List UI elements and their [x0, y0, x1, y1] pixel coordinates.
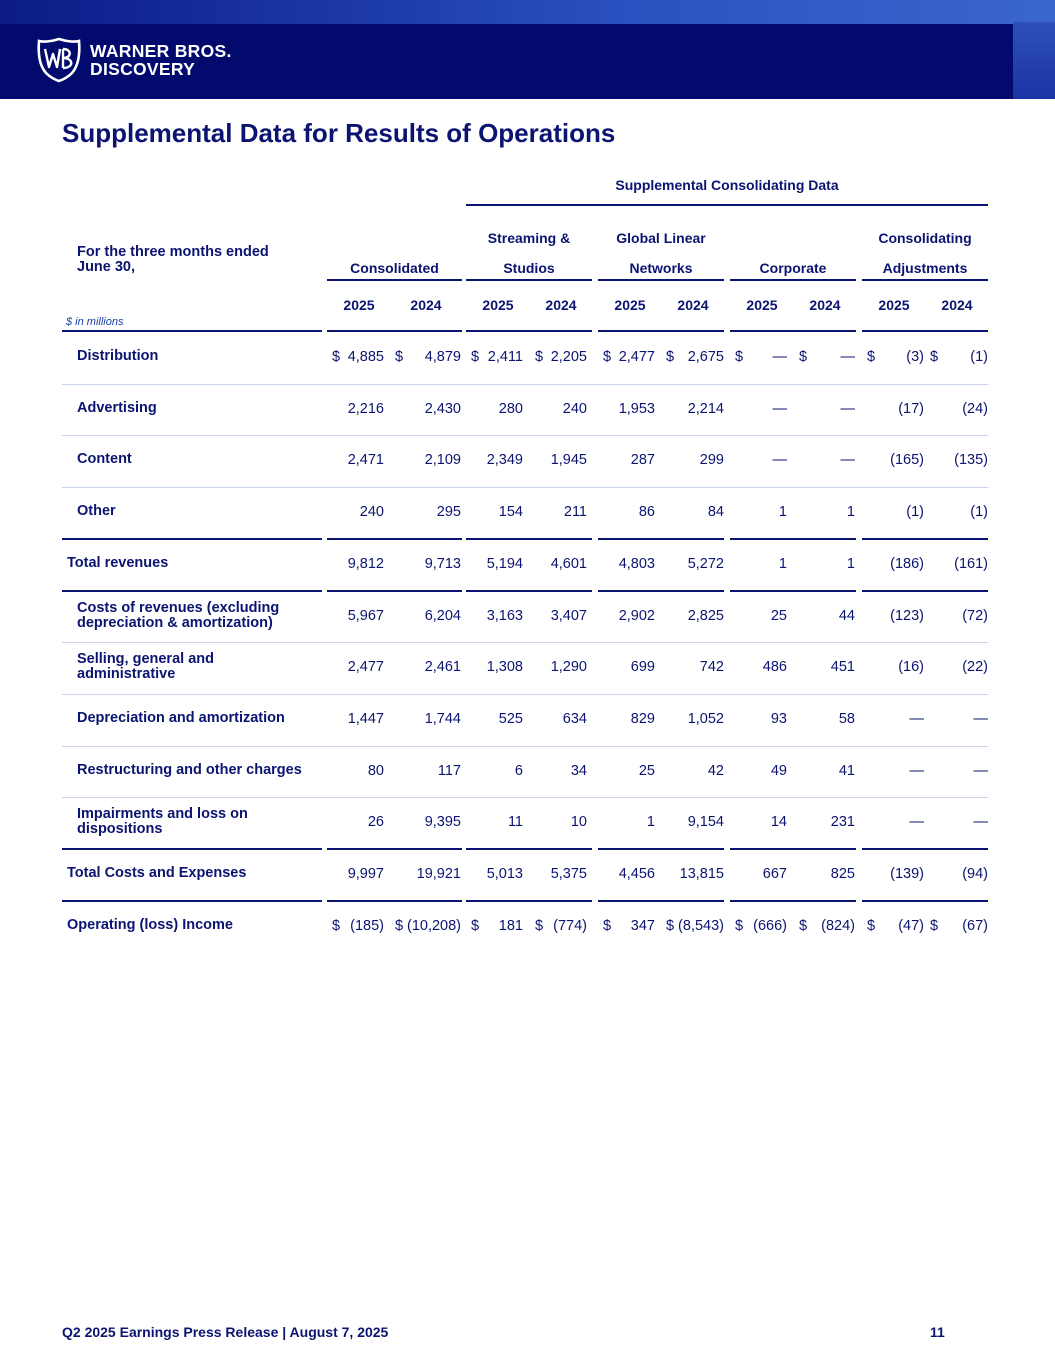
dollar-sign: $ [471, 917, 480, 934]
row-label: Distribution [77, 348, 159, 364]
table-cell: — [973, 814, 988, 831]
table-cell: 231 [830, 814, 855, 831]
dollar-sign: $ [603, 917, 612, 934]
units-note: $ in millions [66, 316, 124, 328]
super-header-rule [466, 204, 988, 206]
dollar-sign: $ [471, 349, 480, 365]
table-row [0, 849, 1055, 901]
table-row [0, 746, 1055, 798]
dollar-sign: $ [867, 349, 876, 365]
row-label-line-2: depreciation & amortization) [77, 614, 273, 631]
table-cell: — [840, 452, 855, 469]
group-header-rule [327, 279, 462, 281]
group-header-rule [862, 279, 988, 281]
column-group-header [466, 223, 592, 283]
column-group-header [598, 223, 724, 283]
table-cell: 9,713 [424, 555, 461, 572]
dollar-sign: $ [535, 349, 544, 365]
table-cell: 4,879 [424, 349, 461, 365]
table-cell: (22) [962, 659, 988, 676]
table-cell: (123) [890, 607, 924, 624]
column-group-header [327, 223, 462, 283]
dollar-sign: $ [395, 349, 404, 365]
table-row [0, 539, 1055, 591]
column-group-line-2: Adjustments [882, 260, 968, 276]
year-header: 2025 [343, 297, 375, 313]
table-cell: 2,205 [550, 349, 587, 365]
table-cell: (186) [890, 555, 924, 572]
table-cell: 9,812 [347, 555, 384, 572]
dollar-sign: $ [799, 917, 808, 934]
table-cell: (666) [753, 917, 787, 934]
table-cell: 42 [707, 762, 724, 779]
year-header: 2025 [482, 297, 514, 313]
table-cell: (1) [906, 504, 924, 521]
table-row [0, 901, 1055, 953]
table-row [0, 332, 1055, 384]
table-cell: 240 [562, 400, 587, 417]
group-header-rule [466, 279, 592, 281]
table-cell: (161) [954, 555, 988, 572]
table-cell: 4,803 [618, 555, 655, 572]
table-cell: 634 [562, 710, 587, 727]
table-cell: 80 [367, 762, 384, 779]
period-label-line-1: For the three months ended [77, 244, 269, 260]
dollar-sign: $ [332, 349, 341, 365]
table-cell: 14 [770, 814, 787, 831]
logo-line-2: DISCOVERY [90, 59, 196, 79]
row-label: Other [77, 503, 116, 520]
row-label-line-2: administrative [77, 666, 176, 683]
column-group-line-2: Consolidated [350, 260, 439, 276]
table-cell: (67) [962, 917, 988, 934]
table-cell: 2,825 [687, 607, 724, 624]
table-cell: 2,471 [347, 452, 384, 469]
table-cell: 9,395 [424, 814, 461, 831]
table-cell: 2,902 [618, 607, 655, 624]
page-title: Supplemental Data for Results of Operations [62, 118, 616, 148]
table-cell: 2,430 [424, 400, 461, 417]
column-group-line-1: Consolidating [878, 230, 972, 246]
table-cell: 5,272 [687, 555, 724, 572]
row-label: Total revenues [67, 554, 169, 571]
table-cell: 829 [630, 710, 655, 727]
table-cell: 154 [498, 504, 523, 521]
table-row [0, 384, 1055, 436]
table-cell: 825 [830, 866, 855, 882]
table-cell: (185) [350, 917, 384, 934]
row-label: Total Costs and Expenses [67, 865, 247, 881]
table-cell: 2,349 [486, 452, 523, 469]
table-cell: 2,216 [347, 400, 384, 417]
logo-line-1: WARNER BROS. [90, 41, 232, 61]
table-cell: — [909, 710, 924, 727]
column-group-line-2: Studios [503, 260, 555, 276]
dollar-sign: $ [535, 917, 544, 934]
table-cell: 2,675 [687, 349, 724, 365]
row-label: Depreciation and amortization [77, 709, 285, 726]
table-cell: 2,109 [424, 452, 461, 469]
wb-shield-icon [36, 37, 82, 83]
table-cell: 699 [630, 659, 655, 676]
header-gradient-strip [0, 0, 1055, 24]
group-header-rule [598, 279, 724, 281]
column-group-line-1: Global Linear [616, 230, 706, 246]
group-header-rule [730, 279, 856, 281]
table-row [0, 435, 1055, 487]
table-cell: — [772, 349, 787, 365]
table-cell: 6,204 [424, 607, 461, 624]
table-cell: — [909, 814, 924, 831]
table-cell: 19,921 [416, 866, 461, 882]
table-row [0, 642, 1055, 694]
table-cell: 1,447 [347, 710, 384, 727]
table-row [0, 591, 1055, 643]
table-cell: 486 [762, 659, 787, 676]
table-cell: (135) [954, 452, 988, 469]
table-cell: 742 [699, 659, 724, 676]
row-label: Operating (loss) Income [67, 916, 233, 933]
table-row [0, 797, 1055, 849]
row-label-line-2: dispositions [77, 821, 163, 838]
table-cell: 451 [830, 659, 855, 676]
table-cell: 3,163 [486, 607, 523, 624]
table-cell: (47) [898, 917, 924, 934]
year-header: 2024 [410, 297, 442, 313]
table-cell: 1,744 [424, 710, 461, 727]
table-cell: 240 [359, 504, 384, 521]
column-group-line-1 [730, 223, 856, 253]
table-cell: 9,997 [347, 866, 384, 882]
row-label: Advertising [77, 399, 157, 416]
table-cell: 181 [498, 917, 523, 934]
column-group-line-2: Corporate [759, 260, 827, 276]
dollar-sign: $ [603, 349, 612, 365]
row-label-line-1: Impairments and loss on [77, 806, 248, 823]
dollar-sign: $ [332, 917, 341, 934]
year-header: 2025 [614, 297, 646, 313]
table-cell: — [840, 349, 855, 365]
dollar-sign: $ [666, 349, 675, 365]
table-cell: 1 [846, 504, 855, 521]
table-cell: 9,154 [687, 814, 724, 831]
table-cell: 5,013 [486, 866, 523, 882]
dollar-sign: $ [735, 917, 744, 934]
row-label-line-1: Costs of revenues (excluding [77, 599, 280, 616]
row-label-line-1: Selling, general and [77, 651, 214, 668]
table-cell: 4,456 [618, 866, 655, 882]
period-label-line-2: June 30, [77, 259, 136, 275]
table-cell: 5,967 [347, 607, 384, 624]
header-edge-accent [1013, 22, 1055, 99]
wbd-logo [36, 37, 232, 83]
table-cell: 41 [838, 762, 855, 779]
table-cell: (94) [962, 866, 988, 882]
table-cell: 25 [770, 607, 787, 624]
dollar-sign: $ [867, 917, 876, 934]
table-cell: 347 [630, 917, 655, 934]
table-cell: 93 [770, 710, 787, 727]
column-group-line-1: Streaming & [487, 230, 571, 246]
table-cell: 1,308 [486, 659, 523, 676]
table-cell: 1 [778, 555, 787, 572]
dollar-sign: $ [930, 349, 939, 365]
table-cell: 2,477 [347, 659, 384, 676]
table-row [0, 487, 1055, 539]
table-cell: 299 [699, 452, 724, 469]
year-header: 2025 [878, 297, 910, 313]
year-header: 2024 [941, 297, 973, 313]
year-header: 2024 [545, 297, 577, 313]
year-header: 2024 [677, 297, 709, 313]
table-cell: 1 [846, 555, 855, 572]
table-cell: 5,375 [550, 866, 587, 882]
table-cell: (72) [962, 607, 988, 624]
table-cell: 295 [436, 504, 461, 521]
table-cell: 5,194 [486, 555, 523, 572]
year-header: 2024 [809, 297, 841, 313]
table-cell: 525 [498, 710, 523, 727]
row-label [77, 652, 214, 682]
table-cell: (3) [906, 349, 924, 365]
table-cell: 44 [838, 607, 855, 624]
row-label [77, 807, 248, 837]
table-cell: 1,052 [687, 710, 724, 727]
table-cell: 3,407 [550, 607, 587, 624]
table-cell: 2,214 [687, 400, 724, 417]
row-label: Content [77, 451, 132, 468]
table-cell: — [772, 400, 787, 417]
table-cell: (10,208) [406, 917, 461, 934]
table-cell: (24) [962, 400, 988, 417]
table-cell: 2,411 [487, 349, 523, 365]
table-cell: (17) [898, 400, 924, 417]
table-cell: 34 [570, 762, 587, 779]
table-cell: — [772, 452, 787, 469]
table-cell: 1 [646, 814, 655, 831]
table-cell: 280 [498, 400, 523, 417]
table-cell: 84 [707, 504, 724, 521]
table-cell: 4,885 [347, 349, 384, 365]
table-cell: (16) [898, 659, 924, 676]
dollar-sign: $ [395, 917, 404, 934]
table-cell: 1,290 [550, 659, 587, 676]
row-label: Restructuring and other charges [77, 761, 302, 778]
table-cell: 13,815 [679, 866, 724, 882]
table-cell: 4,601 [550, 555, 587, 572]
column-group-line-1 [327, 223, 462, 253]
table-cell: — [973, 710, 988, 727]
period-label [77, 245, 269, 275]
table-cell: 58 [838, 710, 855, 727]
table-cell: 25 [638, 762, 655, 779]
table-cell: (165) [890, 452, 924, 469]
dollar-sign: $ [666, 917, 675, 934]
dollar-sign: $ [799, 349, 808, 365]
table-cell: 667 [762, 866, 787, 882]
table-row [0, 694, 1055, 746]
table-cell: 86 [638, 504, 655, 521]
table-cell: 2,477 [618, 349, 655, 365]
table-cell: (1) [970, 349, 988, 365]
footer-page-number: 11 [930, 1324, 945, 1340]
table-cell: 49 [770, 762, 787, 779]
dollar-sign: $ [930, 917, 939, 934]
table-cell: (824) [821, 917, 855, 934]
table-cell: — [840, 400, 855, 417]
table-cell: 26 [367, 814, 384, 831]
table-cell: (1) [970, 504, 988, 521]
table-cell: — [909, 762, 924, 779]
column-group-header [730, 223, 856, 283]
super-header: Supplemental Consolidating Data [615, 177, 839, 193]
year-header: 2025 [746, 297, 778, 313]
column-group-line-2: Networks [629, 260, 693, 276]
column-group-header [862, 223, 988, 283]
table-cell: 117 [437, 762, 461, 779]
footer-release: Q2 2025 Earnings Press Release | August 7, 2025 [62, 1324, 389, 1340]
table-cell: 1,945 [550, 452, 587, 469]
table-cell: (139) [890, 866, 924, 882]
table-cell: 287 [630, 452, 655, 469]
table-cell: 2,461 [424, 659, 461, 676]
table-cell: 6 [514, 762, 523, 779]
table-cell: — [973, 762, 988, 779]
table-cell: 1 [778, 504, 787, 521]
row-label [77, 601, 279, 631]
table-cell: 10 [570, 814, 587, 831]
table-cell: 211 [563, 504, 587, 521]
table-cell: 1,953 [618, 400, 655, 417]
table-cell: 11 [507, 814, 523, 831]
dollar-sign: $ [735, 349, 744, 365]
table-cell: (8,543) [678, 917, 724, 934]
table-cell: (774) [553, 917, 587, 934]
